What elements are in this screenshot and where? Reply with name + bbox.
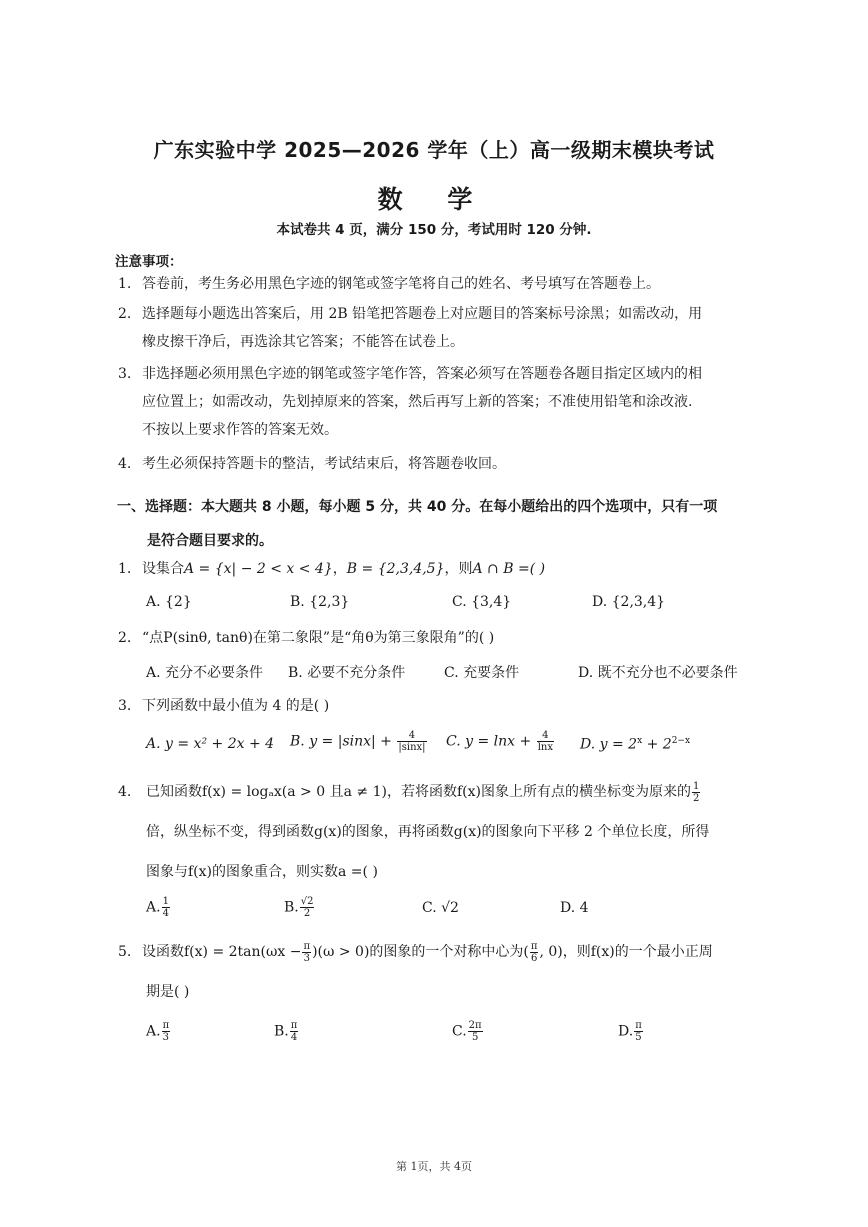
option-label: D. (618, 1023, 634, 1040)
option-d (580, 736, 690, 753)
question-text: 已知函数f(x) = logₐx(a > 0 且a ≠ 1)，若将函数f(x)图象上所有点的横坐标变为原来的 (146, 784, 691, 800)
page-footer: 第 1页，共 4页 (396, 1160, 472, 1173)
question-number: 3. (118, 698, 132, 714)
fraction (537, 730, 554, 753)
math-expression: A = {x| − 2 < x < 4} (184, 561, 333, 577)
note-text: 非选择题必须用黑色字迹的钢笔或签字笔作答，答案必须写在答题卷各题目指定区域内的相 (142, 366, 702, 382)
option-label: C. (452, 1023, 467, 1040)
denominator: 3 (162, 1032, 170, 1043)
question-2 (118, 626, 494, 650)
question-text: ，则 (444, 561, 473, 577)
note-number: 1. (118, 276, 132, 292)
denominator: lnx (537, 742, 553, 753)
exponent: 2−x (671, 736, 691, 746)
note-number: 3. (118, 366, 132, 382)
option-label: A. (146, 899, 161, 916)
question-text: )(ω > 0)的图象的一个对称中心为( (312, 944, 529, 960)
numerator: √2 (300, 896, 314, 907)
question-number: 1. (118, 561, 132, 577)
question-5 (118, 932, 758, 1012)
numerator: π (635, 1020, 642, 1031)
option-c: C. √2 (422, 900, 459, 916)
option-label: A. (146, 1023, 161, 1040)
option-d-text: + 2 (642, 736, 672, 753)
question-text: 设函数f(x) = 2tan(ωx − (142, 944, 302, 960)
note-text-cont: 不按以上要求作答的答案无效。 (142, 422, 338, 438)
question-line (118, 772, 758, 812)
fraction (162, 1020, 171, 1043)
option-b (274, 1020, 299, 1043)
question-number: 4. (118, 784, 132, 800)
question-text: , 0)，则f(x)的一个最小正周 (539, 944, 713, 960)
exam-info: 本试卷共 4 页，满分 150 分，考试用时 120 分钟. (276, 222, 592, 238)
option-d: D. {2,3,4} (592, 594, 666, 610)
option-b (284, 896, 315, 919)
section-line: 是符合题目要求的。 (147, 533, 273, 549)
fraction (162, 896, 170, 919)
numerator: 2π (468, 1020, 482, 1031)
option-a: A. {2} (146, 594, 192, 610)
exam-title: 广东实验中学 2025—2026 学年（上）高一级期末模块考试 (153, 138, 715, 162)
option-label: B. (284, 899, 299, 916)
note-number: 4. (118, 456, 132, 472)
option-a (146, 896, 171, 919)
question-number: 5. (118, 944, 132, 960)
note-number: 2. (118, 306, 132, 322)
denominator: 4 (290, 1032, 298, 1043)
option-b: B. {2,3} (290, 594, 350, 610)
option-a (146, 1020, 171, 1043)
note-1 (118, 270, 758, 298)
section-line: 一、选择题：本大题共 8 小题，每小题 5 分，共 40 分。在每小题给出的四个选项中，只有一项 (117, 499, 718, 515)
option-label: B. (274, 1023, 289, 1040)
note-text: 考生必须保持答题卡的整洁，考试结束后，将答题卷收回。 (142, 456, 506, 472)
denominator: |sinx| (398, 742, 426, 753)
option-a-text: A. y = x² + 2x + 4 (146, 736, 275, 752)
denominator: 3 (303, 952, 310, 964)
exponent: x (637, 736, 643, 746)
option-c: C. 充要条件 (444, 665, 520, 681)
option-b (290, 730, 428, 753)
numerator: π (162, 1020, 170, 1031)
option-d: D. 既不充分也不必要条件 (578, 665, 738, 681)
denominator: 4 (162, 908, 169, 919)
note-text: 选择题每小题选出答案后，用 2B 铅笔把答题卷上对应题目的答案标号涂黑；如需改动，用 (142, 306, 703, 322)
note-2 (118, 300, 768, 356)
option-c-text: C. y = lnx + (446, 733, 532, 750)
question-text: 设集合 (142, 561, 184, 577)
note-text-cont: 应位置上；如需改动，先划掉原来的答案，然后再写上新的答案；不准使用铅笔和涂改液. (142, 394, 693, 410)
fraction (530, 941, 539, 964)
section-heading (117, 490, 767, 558)
option-c: C. {3,4} (452, 594, 512, 610)
question-1 (118, 557, 545, 581)
option-a (146, 736, 274, 752)
option-a: A. 充分不必要条件 (146, 665, 264, 681)
numerator: 4 (397, 730, 426, 742)
question-text: “点P(sinθ, tanθ)在第二象限”是“角θ为第三象限角”的( ) (142, 630, 495, 646)
question-text: 下列函数中最小值为 4 的是( ) (142, 698, 330, 714)
question-line: 倍，纵坐标不变，得到函数g(x)的图象，再将函数g(x)的图象向下平移 2 个单位长度，所得 (146, 824, 710, 840)
denominator: 6 (530, 952, 538, 964)
notes-heading: 注意事项： (115, 254, 183, 270)
fraction (468, 1020, 483, 1043)
option-d: D. 4 (560, 900, 589, 916)
fraction (692, 781, 700, 804)
question-text: ， (332, 561, 347, 577)
question-4 (118, 772, 758, 892)
question-3 (118, 694, 329, 718)
numerator: 1 (162, 896, 169, 907)
question-line: 期是( ) (146, 984, 190, 1000)
numerator: π (530, 940, 538, 952)
numerator: π (303, 940, 311, 952)
question-number: 2. (118, 630, 132, 646)
math-expression: A ∩ B =( ) (472, 561, 546, 577)
denominator: 5 (471, 1032, 479, 1043)
denominator: 2 (692, 792, 700, 804)
fraction (300, 896, 315, 919)
option-c (452, 1020, 484, 1043)
option-b: B. 必要不充分条件 (288, 665, 406, 681)
fraction (397, 730, 426, 753)
note-3 (118, 360, 768, 444)
option-b-text: B. y = |sinx| + (290, 733, 392, 750)
subject-heading: 数 学 (377, 185, 491, 214)
note-text-cont: 橡皮擦干净后，再选涂其它答案；不能答在试卷上。 (142, 334, 464, 350)
fraction (302, 941, 311, 964)
fraction (290, 1020, 299, 1043)
numerator: π (290, 1020, 298, 1031)
question-line: 图象与f(x)的图象重合，则实数a =( ) (146, 864, 378, 880)
option-d (618, 1020, 644, 1043)
denominator: 5 (635, 1032, 642, 1043)
math-expression: B = {2,3,4,5} (346, 561, 445, 577)
option-c (446, 730, 555, 753)
fraction (634, 1020, 643, 1043)
numerator: 4 (537, 730, 554, 742)
question-line (118, 932, 758, 972)
denominator: 2 (303, 908, 311, 919)
numerator: 1 (692, 780, 700, 792)
note-text: 答卷前，考生务必用黑色字迹的钢笔或签字笔将自己的姓名、考号填写在答题卷上。 (142, 276, 660, 292)
option-d-text: D. y = 2 (580, 736, 638, 753)
note-4 (118, 450, 758, 478)
